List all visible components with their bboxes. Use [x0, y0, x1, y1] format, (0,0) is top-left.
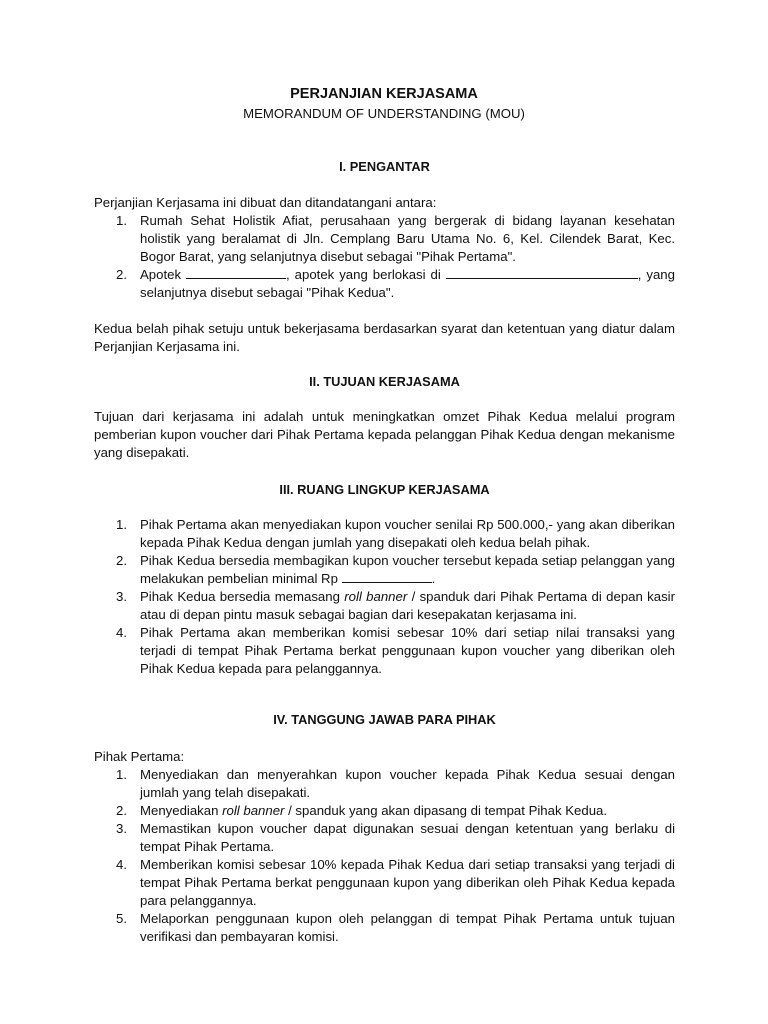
pengantar-list [94, 212, 675, 302]
list-item-text: Pihak Pertama akan memberikan komisi sebesar 10% dari setiap nilai transaksi yang terjadi di tempat Pihak Pertama berkat penggunaan kupon voucher yang diberikan oleh Pihak Kedua kepada para pelanggannya. [140, 625, 675, 676]
pengantar-closing: Kedua belah pihak setuju untuk bekerjasama berdasarkan syarat dan ketentuan yang diatur dalam Perjanjian Kerjasama ini. [94, 321, 675, 354]
ruang-lingkup-list [94, 516, 675, 678]
list-number: 2. [116, 267, 127, 282]
list-number: 2. [116, 553, 127, 568]
list-number: 3. [116, 589, 127, 604]
list-item-text: Memberikan komisi sebesar 10% kepada Pihak Kedua dari setiap transaksi yang terjadi di tempat Pihak Pertama berkat penggunaan kupon yang diberikan oleh Pihak Kedua kepada para pelanggannya. [140, 857, 675, 908]
section-heading-pengantar: I. PENGANTAR [339, 159, 430, 174]
list-item-text: Pihak Pertama akan menyediakan kupon voucher senilai Rp 500.000,- yang akan diberikan kepada Pihak Kedua dengan jumlah yang disepakati oleh kedua belah pihak. [140, 517, 675, 550]
list-item-text-b: . [431, 571, 436, 586]
section-heading-tanggung-jawab: IV. TANGGUNG JAWAB PARA PIHAK [273, 712, 496, 727]
blank-line [342, 570, 432, 583]
tujuan-text: Tujuan dari kerjasama ini adalah untuk meningkatkan omzet Pihak Kedua melalui program pemberian kupon voucher dari Pihak Pertama kepada pelanggan Pihak Kedua dengan mekanisme yang disepakati. [94, 409, 675, 460]
list-number: 5. [116, 911, 127, 926]
list-number: 1. [116, 517, 127, 532]
list-item-text: Memastikan kupon voucher dapat digunakan sesuai dengan ketentuan yang berlaku di tempat Pihak Pertama. [140, 821, 675, 854]
list-item [94, 624, 675, 678]
list-item [94, 856, 675, 910]
list-item-text-italic: roll banner [344, 589, 408, 604]
blank-line [446, 266, 638, 279]
section-tanggung-jawab [94, 711, 675, 946]
section-heading-ruang-lingkup: III. RUANG LINGKUP KERJASAMA [279, 482, 490, 497]
list-number: 1. [116, 767, 127, 782]
list-item [94, 516, 675, 552]
list-item [94, 266, 675, 302]
list-item [94, 766, 675, 802]
list-number: 3. [116, 821, 127, 836]
list-number: 2. [116, 803, 127, 818]
list-item-text: Rumah Sehat Holistik Afiat, perusahaan yang bergerak di bidang layanan kesehatan holistik yang beralamat di Jln. Cemplang Baru Utama No. 6, Kel. Cilendek Barat, Kec. Bogor Barat, yang selanjutnya disebut sebagai "Pihak Pertama". [140, 213, 675, 264]
list-item-text-b: / spanduk yang akan dipasang di tempat Pihak Kedua. [288, 803, 608, 818]
title-block [0, 84, 768, 124]
list-item-text-a: Menyediakan [140, 803, 219, 818]
list-item [94, 588, 675, 624]
document-subtitle: MEMORANDUM OF UNDERSTANDING (MOU) [243, 106, 525, 121]
list-item [94, 552, 675, 588]
list-item [94, 820, 675, 856]
document-title: PERJANJIAN KERJASAMA [290, 86, 478, 102]
blank-line [186, 266, 286, 279]
pengantar-intro: Perjanjian Kerjasama ini dibuat dan ditandatangani antara: [94, 195, 437, 210]
tanggung-jawab-list [94, 766, 675, 946]
list-item-text-a: Pihak Kedua bersedia memasang [140, 589, 340, 604]
list-item-text-a: Pihak Kedua bersedia membagikan kupon voucher tersebut kepada setiap pelanggan yang melakukan pembelian minimal Rp [140, 553, 675, 586]
section-tujuan [94, 373, 675, 462]
list-item-text: Melaporkan penggunaan kupon oleh pelanggan di tempat Pihak Pertama untuk tujuan verifikasi dan pembayaran komisi. [140, 911, 675, 944]
section-ruang-lingkup [94, 481, 675, 678]
list-number: 1. [116, 213, 127, 228]
list-item [94, 802, 675, 820]
list-number: 4. [116, 857, 127, 872]
section-heading-tujuan: II. TUJUAN KERJASAMA [309, 374, 460, 389]
list-item-text-b: , apotek yang berlokasi di [286, 267, 441, 282]
list-item-text-b: / spanduk dari Pihak Pertama di depan kasir atau di depan pintu masuk sebagai bagian dari kesepakatan kerjasama ini. [140, 589, 675, 622]
list-number: 4. [116, 625, 127, 640]
list-item-text: Menyediakan dan menyerahkan kupon voucher kepada Pihak Kedua sesuai dengan jumlah yang telah disepakati. [140, 767, 675, 800]
list-item-text-italic: roll banner [222, 803, 285, 818]
party-label: Pihak Pertama: [94, 749, 185, 764]
list-item-text-a: Apotek [140, 267, 182, 282]
list-item [94, 910, 675, 946]
list-item-text-c: , yang selanjutnya disebut sebagai "Pihak Kedua". [140, 267, 675, 300]
section-pengantar [94, 158, 675, 356]
list-item [94, 212, 675, 266]
